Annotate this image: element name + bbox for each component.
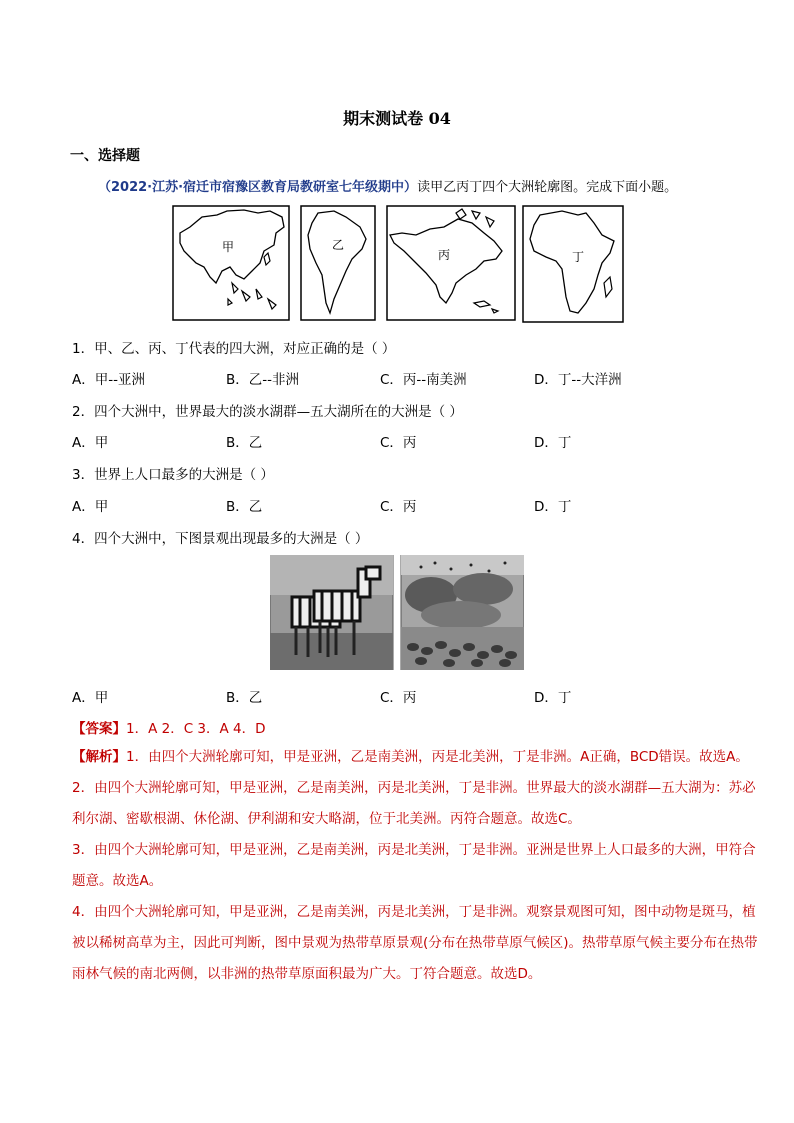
map-south-america	[301, 206, 375, 320]
page-title: 期末测试卷 04	[343, 109, 451, 128]
map-africa	[523, 206, 623, 322]
answer-line	[72, 717, 266, 737]
q2-option-c: C．丙	[380, 435, 417, 451]
analysis-p2: 2．由四个大洲轮廓可知，甲是亚洲，乙是南美洲，丙是北美洲，丁是非洲。世界最大的淡水湖群—五大湖为：苏必利尔湖、密歇根湖、休伦湖、伊利湖和安大略湖，位于北美洲。丙符合题意。故选C。	[72, 780, 756, 827]
savanna-photos	[270, 555, 524, 670]
q3-option-b: B．乙	[226, 499, 263, 515]
q2-option-a: A．甲	[72, 435, 109, 451]
answer-tag: 【答案】	[72, 721, 126, 737]
map-label-ding: 丁	[572, 250, 585, 264]
analysis-block	[72, 742, 762, 990]
map-asia	[173, 206, 289, 320]
q1-option-c: C．丙--南美洲	[380, 372, 467, 388]
q3-option-a: A．甲	[72, 499, 109, 515]
q4-option-a: A．甲	[72, 690, 109, 706]
analysis-p4: 4．由四个大洲轮廓可知，甲是亚洲，乙是南美洲，丙是北美洲，丁是非洲。观察景观图可知，图中动物是斑马，植被以稀树高草为主，因此可判断，图中景观为热带草原景观(分布在热带草原气候区)。热带草原气候主要分布在热带雨林气候的南北两侧，以非洲的热带草原面积最为广大。丁符合题意。故选D。	[72, 904, 758, 982]
intro-text: 读甲乙丙丁四个大洲轮廓图。完成下面小题。	[417, 180, 678, 195]
map-label-bing: 丙	[438, 248, 451, 262]
analysis-p3: 3．由四个大洲轮廓可知，甲是亚洲，乙是南美洲，丙是北美洲，丁是非洲。亚洲是世界上人口最多的大洲，甲符合题意。故选A。	[72, 842, 756, 889]
q1-option-a: A．甲--亚洲	[72, 372, 145, 388]
question-3-stem: 3．世界上人口最多的大洲是（ ）	[72, 467, 274, 483]
q4-option-b: B．乙	[226, 690, 263, 706]
q4-option-d: D．丁	[534, 690, 572, 706]
q1-option-b: B．乙--非洲	[226, 372, 300, 388]
q4-option-c: C．丙	[380, 690, 417, 706]
continent-maps	[172, 205, 624, 325]
savanna-herd-photo	[401, 555, 524, 670]
q1-option-d: D．丁--大洋洲	[534, 372, 622, 388]
question-intro	[98, 176, 677, 195]
q3-option-c: C．丙	[380, 499, 417, 515]
q2-option-d: D．丁	[534, 435, 572, 451]
map-label-jia: 甲	[222, 240, 235, 254]
q3-option-d: D．丁	[534, 499, 572, 515]
question-2-stem: 2．四个大洲中，世界最大的淡水湖群—五大湖所在的大洲是（ ）	[72, 404, 463, 420]
question-source: （2022·江苏·宿迁市宿豫区教育局教研室七年级期中）	[98, 180, 418, 195]
section-heading: 一、选择题	[70, 148, 140, 164]
question-1-stem: 1．甲、乙、丙、丁代表的四大洲，对应正确的是（ ）	[72, 341, 396, 357]
analysis-p1: 【解析】1．由四个大洲轮廓可知，甲是亚洲，乙是南美洲，丙是北美洲，丁是非洲。A正确，BCD错误。故选A。	[72, 749, 749, 765]
zebra-photo	[270, 555, 393, 670]
analysis-tag: 【解析】	[72, 749, 126, 765]
map-north-america	[387, 206, 515, 320]
answer-text: 1．A 2．C 3．A 4．D	[126, 721, 266, 737]
q2-option-b: B．乙	[226, 435, 263, 451]
question-4-stem: 4．四个大洲中，下图景观出现最多的大洲是（ ）	[72, 531, 369, 547]
map-label-yi: 乙	[332, 238, 345, 252]
